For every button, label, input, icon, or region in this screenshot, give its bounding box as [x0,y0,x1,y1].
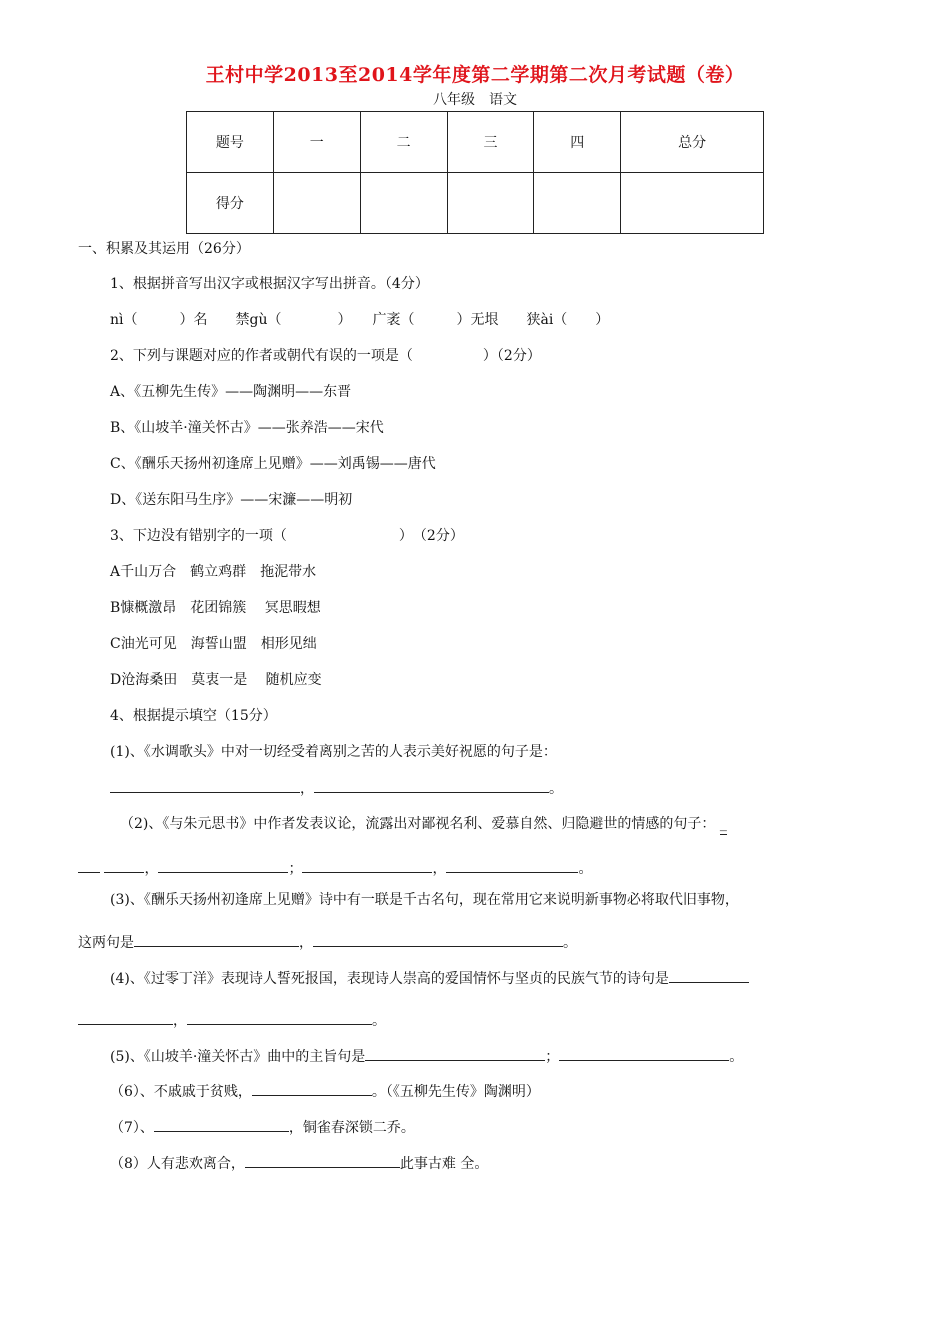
exam-title: 王村中学2013至2014学年度第二学期第二次月考试题（卷） [205,64,745,86]
question-4-part-7-prefix: （7）、 [110,1120,154,1136]
question-4-part-8-end: 此事古难 全。 [399,1156,489,1172]
table-header-cell: 一 [273,112,360,173]
question-2-option-d: D、《送东阳马生序》——宋濂——明初 [110,492,353,508]
question-4-part-3-line-2 [78,932,577,953]
answer-blank[interactable] [669,968,749,983]
score-input-cell[interactable] [621,173,764,234]
question-4-part-8 [110,1153,488,1174]
answer-blank[interactable] [158,858,288,873]
table-header-cell: 四 [534,112,621,173]
answer-line [78,858,592,879]
punctuation: ， [432,861,447,877]
punctuation: 。 [729,1049,744,1065]
score-input-cell[interactable] [273,173,360,234]
question-2-option-a: A、《五柳先生传》——陶渊明——东晋 [110,384,352,400]
answer-blank[interactable] [245,1153,400,1168]
punctuation: ， [300,781,314,797]
question-4-part-1: (1)、《水调歌头》中对一切经受着离别之苦的人表示美好祝愿的句子是： [110,744,557,760]
exam-subtitle: 八年级 语文 [433,92,517,108]
question-1: 1、根据拼音写出汉字或根据汉字写出拼音。（4分） [110,276,429,292]
answer-blank[interactable] [559,1046,729,1061]
question-4-part-5-text: (5)、《山坡羊·潼关怀古》曲中的主旨句是 [110,1049,366,1065]
answer-line [110,778,563,799]
answer-blank[interactable] [313,932,563,947]
answer-blank[interactable] [314,778,549,793]
answer-line [78,1010,386,1031]
punctuation: ， [299,935,313,951]
score-input-cell[interactable] [447,173,534,234]
question-2-option-b: B、《山坡羊·潼关怀古》——张养浩——宋代 [110,420,384,436]
question-4-part-2-text: （2)、《与朱元思书》中作者发表议论，流露出对鄙视名利、爱慕自然、归隐避世的情感的句子： [120,816,716,832]
answer-blank[interactable] [187,1010,372,1025]
punctuation: ， [173,1013,187,1029]
answer-blank[interactable] [78,1010,173,1025]
question-2: 2、下列与课题对应的作者或朝代有误的一项是（ ）（2分） [110,348,541,364]
table-header-cell: 总分 [621,112,764,173]
score-input-cell[interactable] [534,173,621,234]
answer-blank[interactable] [78,858,100,873]
answer-blank[interactable] [154,1117,289,1132]
question-4: 4、根据提示填空（15分） [110,708,277,724]
score-table [186,111,764,234]
question-4-part-4-text: (4)、《过零丁洋》表现诗人誓死报国，表现诗人崇高的爱国情怀与坚贞的民族气节的诗句是 [110,971,669,987]
question-1-items: nì（ ）名 禁gù（ ） 广袤（ ）无垠 狭ài（ ） [110,312,610,328]
section-heading: 一、积累及其运用（26分） [78,241,250,257]
question-4-part-6-source: 。（《五柳先生传》陶渊明） [371,1084,540,1100]
question-4-part-7 [110,1117,415,1138]
question-4-part-7-text: ，铜雀春深锁二乔。 [288,1120,415,1136]
question-4-part-6 [110,1081,540,1102]
punctuation: ； [288,861,303,877]
punctuation: 。 [563,935,577,951]
answer-blank[interactable] [446,858,578,873]
question-4-part-6-text: （6）、不戚戚于贫贱， [110,1084,252,1100]
score-row-label: 得分 [187,173,274,234]
table-header-cell: 二 [360,112,447,173]
score-table-score-row [187,173,764,234]
answer-blank[interactable] [104,858,144,873]
question-3-option-a: A千山万合 鹤立鸡群 拖泥带水 [110,564,317,580]
question-3-option-b: B慷概激昂 花团锦簇 冥思暇想 [110,600,321,616]
question-4-part-2 [120,814,727,835]
question-4-part-3: (3)、《酬乐天扬州初逢席上见赠》诗中有一联是千古名句，现在常用它来说明新事物必将取代旧事物， [110,892,739,908]
table-header-cell: 三 [447,112,534,173]
question-3: 3、下边没有错别字的一项（ ） （2分） [110,528,464,544]
punctuation: 。 [549,781,563,797]
score-table-header-row [187,112,764,173]
score-input-cell[interactable] [360,173,447,234]
answer-blank-start[interactable]: _ [720,814,727,835]
question-3-option-d: D沧海桑田 莫衷一是 随机应变 [110,672,322,688]
punctuation: ； [545,1049,560,1065]
punctuation: 。 [578,861,593,877]
question-4-part-4 [110,968,749,989]
answer-blank[interactable] [365,1046,545,1061]
answer-blank[interactable] [302,858,432,873]
answer-blank[interactable] [110,778,300,793]
question-2-option-c: C、《酬乐天扬州初逢席上见赠》——刘禹锡——唐代 [110,456,436,472]
question-4-part-8-text: （8）人有悲欢离合， [110,1156,245,1172]
question-3-option-c: C油光可见 海誓山盟 相形见绌 [110,636,317,652]
answer-blank[interactable] [252,1081,372,1096]
table-header-cell: 题号 [187,112,274,173]
question-4-part-5 [110,1046,743,1067]
question-4-part-3-prefix: 这两句是 [78,935,134,951]
punctuation: ， [144,861,159,877]
punctuation: 。 [372,1013,386,1029]
answer-blank[interactable] [134,932,299,947]
